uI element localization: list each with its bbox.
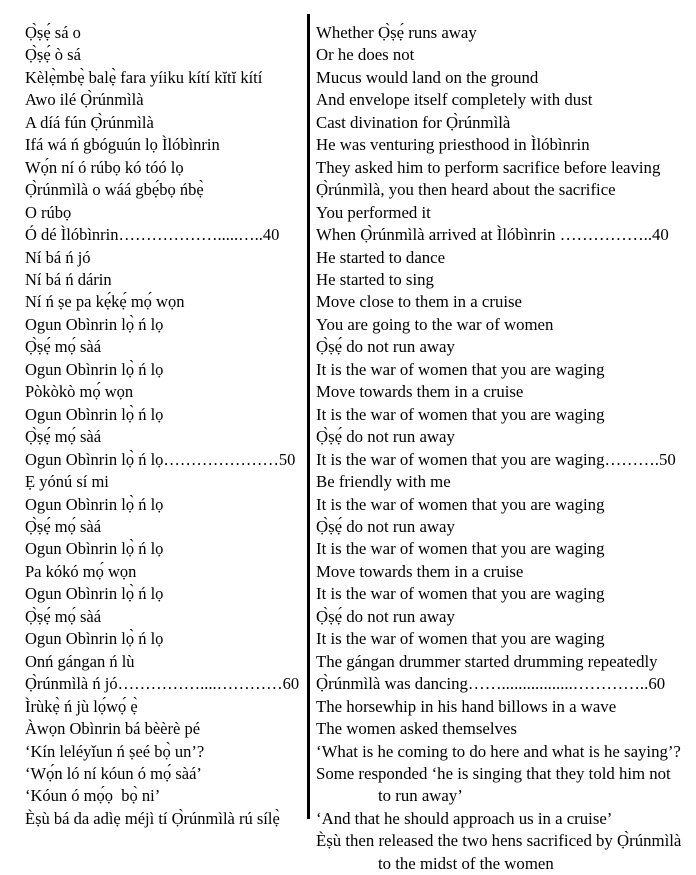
english-line: He started to dance [316, 247, 446, 267]
english-line: You performed it [316, 202, 431, 222]
yoruba-line: Ìrùkẹ̀ ń jù lọ́wọ́ ẹ̀ [25, 696, 138, 716]
yoruba-line: Onń gángan ń lù [25, 651, 135, 671]
english-line: You are going to the war of women [316, 314, 554, 334]
yoruba-line: Ọ̀ṣẹ́ mọ́ sàá [25, 516, 102, 536]
english-line: to run away’ [378, 786, 463, 806]
english-line: Move towards them in a cruise [316, 382, 524, 402]
english-line: It is the war of women that you are waging [316, 629, 605, 649]
english-line: Or he does not [316, 45, 415, 65]
yoruba-line: Ifá wá ń gbóguún lọ Ìlóbìnrin [25, 135, 220, 155]
yoruba-line: Ogun Obìnrin lọ̀ ń lọ [25, 314, 164, 334]
english-line: The women asked themselves [316, 719, 517, 739]
english-line: ‘And that he should approach us in a cruise’ [316, 808, 613, 828]
english-line: to the midst of the women [378, 853, 554, 873]
yoruba-line: Àwọn Obìnrin bá bèèrè pé [25, 719, 201, 739]
english-line: ‘What is he coming to do here and what is he saying’? [316, 741, 681, 761]
english-line: He started to sing [316, 269, 434, 289]
yoruba-line: Ogun Obìnrin lọ̀ ń lọ [25, 494, 164, 514]
english-line: It is the war of women that you are waging [316, 404, 605, 424]
english-line: They asked him to perform sacrifice before leaving [316, 157, 661, 177]
english-line: Ọ̀rúnmìlà, you then heard about the sacrifice [316, 180, 616, 200]
yoruba-line: Ogun Obìnrin lọ̀ ń lọ [25, 584, 164, 604]
english-line: It is the war of women that you are waging [316, 494, 605, 514]
yoruba-line: Ogun Obìnrin lọ̀ ń lọ [25, 359, 164, 379]
yoruba-line: Ogun Obìnrin lọ̀ ń lọ…………………50 [25, 449, 296, 469]
english-line: Ọ̀ṣẹ́ do not run away [316, 516, 455, 536]
english-line: Be friendly with me [316, 472, 451, 492]
english-line: Whether Ọ̀ṣẹ́ runs away [316, 23, 477, 42]
yoruba-line: Ogun Obìnrin lọ̀ ń lọ [25, 629, 164, 649]
english-line: Ọ̀ṣẹ́ do not run away [316, 427, 455, 447]
english-line: Ọ̀rúnmìlà was dancing…….................…………..60 [316, 674, 666, 694]
english-line: Move towards them in a cruise [316, 561, 524, 581]
yoruba-line: Kèlẹ̀mbẹ̀ balẹ̀ fara yíiku kítí kĭtĭ kítí [25, 67, 263, 87]
yoruba-line: A díá fún Ọ̀rúnmìlà [25, 112, 154, 132]
yoruba-line: Ọ̀ṣẹ́ mọ́ sàá [25, 606, 102, 626]
english-line: Mucus would land on the ground [316, 67, 539, 87]
yoruba-line: O rúbọ [25, 202, 72, 222]
yoruba-line: ‘Kóun ó mọ́ọ bọ̀ ni’ [25, 786, 161, 806]
yoruba-line: Ó dé Ìlóbìnrin……………….....…..40 [25, 225, 280, 245]
english-line: When Ọ̀rúnmìlà arrived at Ìlóbìnrin ……………..40 [316, 225, 669, 245]
english-line: Move close to them in a cruise [316, 292, 522, 312]
english-line: It is the war of women that you are waging [316, 584, 605, 604]
english-line: It is the war of women that you are waging [316, 359, 605, 379]
yoruba-line: Ẹ yónú sí mi [25, 472, 109, 492]
yoruba-line: Ọ̀rúnmìlà ń jó……………....…………60 [25, 674, 300, 694]
english-line: Ọ̀ṣẹ́ do not run away [316, 606, 455, 626]
english-line: And envelope itself completely with dust [316, 90, 593, 110]
yoruba-verse-column [0, 0, 307, 830]
yoruba-line: Pa kókó mọ́ wọn [25, 561, 137, 581]
yoruba-line: Ní bá ń jó [25, 247, 91, 267]
yoruba-line: ‘Kín leléyǐun ń ṣeé bọ̀ un’? [25, 741, 205, 761]
yoruba-line: Wọ́n ní ó rúbọ kó tóó lọ [25, 157, 184, 177]
yoruba-line: Ọ̀ṣẹ́ sá o [25, 23, 81, 42]
english-line: He was venturing priesthood in Ìlóbìnrin [316, 135, 590, 155]
yoruba-line: Pòkòkò mọ́ wọn [25, 382, 134, 402]
english-line: Ọ̀ṣẹ́ do not run away [316, 337, 455, 357]
yoruba-line: Ọ̀ṣẹ́ mọ́ sàá [25, 337, 102, 357]
yoruba-line: Ọ̀ṣẹ́ mọ́ sàá [25, 427, 102, 447]
yoruba-line: Ọ̀ṣẹ́ ò sá [25, 45, 81, 65]
english-line: It is the war of women that you are waging [316, 539, 605, 559]
english-line: Some responded ‘he is singing that they told him not [316, 763, 671, 783]
english-line: It is the war of women that you are waging……….50 [316, 449, 676, 469]
yoruba-line: Ogun Obìnrin lọ̀ ń lọ [25, 539, 164, 559]
yoruba-line: Ní bá ń dárin [25, 269, 112, 289]
yoruba-line: Èṣù bá da adìẹ méjì tí Ọ̀rúnmìlà rú sílẹ̀ [25, 808, 280, 828]
yoruba-line: Awo ilé Ọ̀rúnmìlà [25, 90, 144, 110]
english-line: Cast divination for Ọ̀rúnmìlà [316, 112, 511, 132]
yoruba-line: Ogun Obìnrin lọ̀ ń lọ [25, 404, 164, 424]
english-line: The gángan drummer started drumming repeatedly [316, 651, 658, 671]
english-line: The horsewhip in his hand billows in a wave [316, 696, 617, 716]
yoruba-line: Ní ń ṣe pa kẹ́kẹ́ mọ́ wọn [25, 292, 185, 312]
english-translation-column [310, 0, 696, 875]
english-line: Èṣù then released the two hens sacrificed by Ọ̀rúnmìlà [316, 831, 682, 851]
yoruba-line: Ọ̀rúnmìlà o wáá gbẹ́bọ ńbẹ̀ [25, 180, 204, 200]
yoruba-line: ‘Wọ́n ló ní kóun ó mọ́ sàá’ [25, 763, 202, 783]
